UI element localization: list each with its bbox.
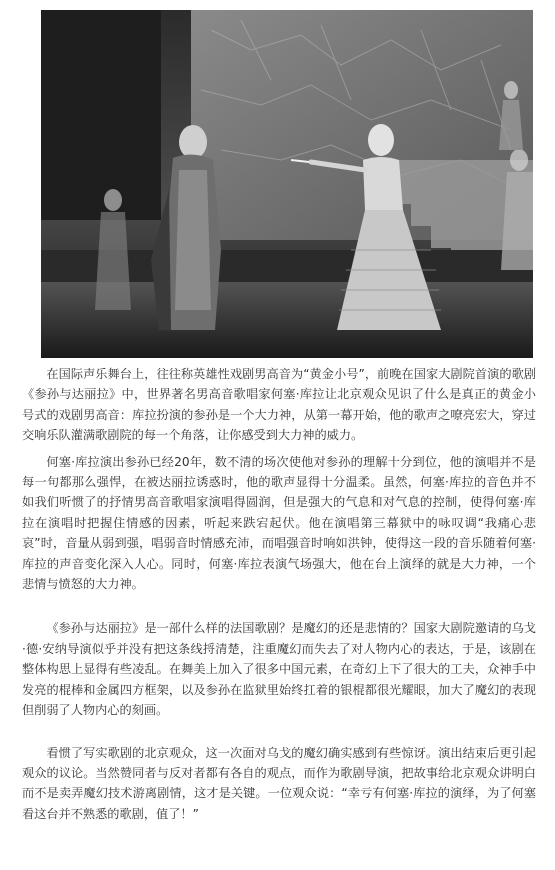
article-body: [22, 364, 536, 824]
article-paragraph-4: 看惯了写实歌剧的北京观众，这一次面对乌戈的魔幻确实感到有些惊讶。演出结束后更引起观众的议论。当然赞同者与反对者都有各自的观点，而作为歌剧导演，把故事给北京观众讲明白而不是卖弄魔幻技术游离剧情，这才是关键。一位观众说：“幸亏有何塞·库拉的演绎，为了何塞看这台并不熟悉的歌剧，值了！”: [22, 745, 536, 821]
article-paragraph-1: 在国际声乐舞台上，往往称英雄性戏剧男高音为“黄金小号”，前晚在国家大剧院首演的歌剧《参孙与达丽拉》中，世界著名男高音歌唱家何塞·库拉让北京观众见识了什么是真正的黄金小号式的戏剧男高音：库拉扮演的参孙是一个大力神，从第一幕开始，他的歌声之嘹亮宏大，穿过交响乐队灌满歌剧院的每一个角落，让你感受到大力神的威力。: [22, 367, 536, 443]
article-paragraph-3: 《参孙与达丽拉》是一部什么样的法国歌剧？是魔幻的还是悲情的？国家大剧院邀请的乌戈·德·安纳导演似乎并没有把这条线捋清楚，注重魔幻而失去了对人物内心的表达，于是，该剧在整体构思上显得有些凌乱。在舞美上加入了很多中国元素，在奇幻上下了很大的工夫，众神手中发亮的棍棒和金属四方框架，以及参孙在监狱里始终扛着的银棍都很光耀眼，加大了魔幻的表现但削弱了人物内心的刻画。: [22, 621, 536, 718]
article-paragraph-2: 何塞·库拉演出参孙已经20年，数不清的场次使他对参孙的理解十分到位，他的演唱并不是每一句都那么强悍，在被达丽拉诱惑时，他的歌声显得十分温柔。虽然，何塞·库拉的音色并不如我们听惯了的抒情男高音歌唱家演唱得圆润，但是强大的气息和对气息的控制，使得何塞·库拉在演唱时把握住情感的因素，听起来跌宕起伏。他在演唱第三幕狱中的咏叹调“我痛心悲哀”时，音量从弱到强，唱弱音时情感充沛，而唱强音时响如洪钟，使得这一段的音乐随着何塞·库拉的声音变化深入人心。同时，何塞·库拉表演气场强大，他在台上演绎的就是大力神，一个悲情与愤怒的大力神。: [22, 454, 536, 592]
opera-stage-photo: [41, 10, 533, 358]
opera-stage-illustration: [41, 10, 533, 358]
